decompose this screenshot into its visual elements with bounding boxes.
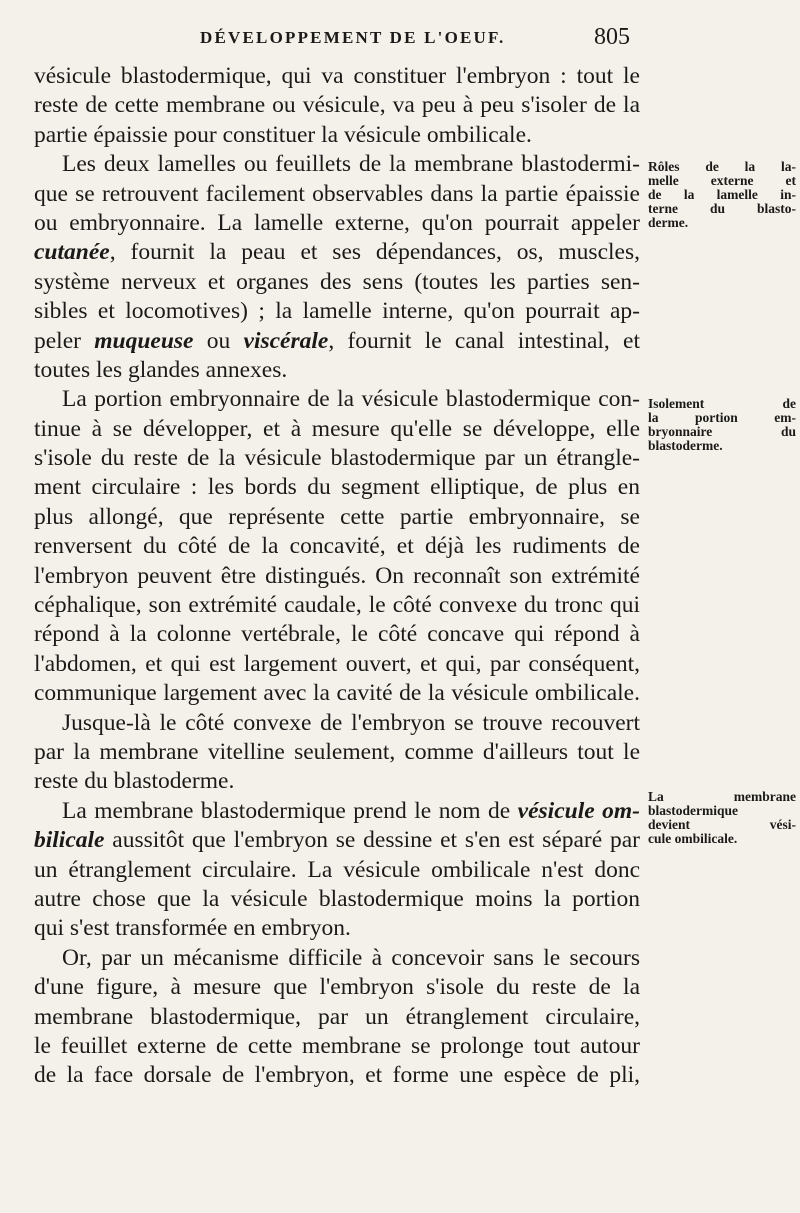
text-run: La membrane blastodermique prend le nom de (62, 797, 518, 824)
margin-note-line: la portion em- (648, 410, 796, 425)
text-line: le feuillet externe de cette membrane se prolonge tout autour (34, 1032, 640, 1059)
margin-note-line: Isolement de (648, 396, 796, 411)
text-run: , fournit la peau et ses dépendances, os, muscles, (109, 239, 640, 266)
text-line: membrane blastodermique, par un étranglement circulaire, (34, 1003, 640, 1030)
italic-term: cutanée (34, 239, 110, 266)
margin-note-line: terne du blasto- (648, 201, 796, 216)
text-line: que se retrouvent facilement observables dans la partie épaissie (34, 180, 640, 207)
margin-note-line: La membrane (648, 789, 796, 804)
running-title: DÉVELOPPEMENT DE L'OEUF. (200, 28, 506, 47)
text-line: l'embryon peuvent être distingués. On reconnaît son extrémité (34, 562, 640, 589)
text-run: peler (34, 327, 95, 354)
margin-note-line: cule ombilicale. (648, 831, 738, 846)
text-line: d'une figure, à mesure que l'embryon s'isole du reste de la (34, 974, 640, 1001)
text-line (34, 327, 640, 356)
text-line: de la face dorsale de l'embryon, et forme une espèce de pli, (34, 1062, 640, 1089)
text-line (34, 826, 640, 855)
margin-note-line: melle externe et (648, 173, 796, 188)
page-number: 805 (594, 24, 630, 50)
text-line: sibles et locomotives) ; la lamelle interne, qu'on pourrait ap- (34, 298, 640, 325)
text-line: répond à la colonne vertébrale, le côté concave qui répond à (34, 621, 640, 648)
text-line: céphalique, son extrémité caudale, le côté convexe du tronc qui (34, 592, 640, 619)
italic-term: viscérale (243, 327, 329, 354)
text-line: système nerveux et organes des sens (toutes les parties sen- (34, 268, 640, 295)
text-line: ment circulaire : les bords du segment elliptique, de plus en (34, 474, 640, 501)
text-run: , fournit le canal intestinal, et (328, 327, 641, 354)
margin-note-roles (648, 160, 796, 230)
text-line: par la membrane vitelline seulement, comme d'ailleurs tout le (34, 738, 640, 765)
margin-note-line: bryonnaire du (648, 424, 796, 439)
text-line (34, 797, 640, 826)
margin-note-isolement (648, 397, 796, 453)
margin-note-membrane (648, 790, 796, 846)
margin-note-line: devient vési- (648, 817, 796, 832)
text-line: l'abdomen, et qui est largement ouvert, et qui, par conséquent, (34, 650, 640, 677)
text-run: aussitôt que l'embryon se dessine et s'en est séparé par (104, 827, 640, 854)
text-line: Or, par un mécanisme difficile à concevoir sans le secours (62, 944, 640, 971)
margin-note-line: de la lamelle in- (648, 187, 796, 202)
text-line: un étranglement circulaire. La vésicule ombilicale n'est donc (34, 856, 640, 883)
text-run: ou (193, 327, 244, 354)
text-line: qui s'est transformée en embryon. (34, 915, 351, 942)
italic-term: bilicale (34, 827, 105, 854)
text-line: reste de cette membrane ou vésicule, va peu à peu s'isoler de la (34, 92, 640, 119)
text-line: autre chose que la vésicule blastodermique moins la portion (34, 885, 640, 912)
italic-term: vésicule om- (517, 797, 640, 824)
text-line: vésicule blastodermique, qui va constituer l'embryon : tout le (34, 63, 640, 89)
margin-note-line: Rôles de la la- (648, 159, 796, 174)
text-line: ou embryonnaire. La lamelle externe, qu'on pourrait appeler (34, 209, 640, 236)
text-line: partie épaissie pour constituer la vésicule ombilicale. (34, 121, 532, 148)
text-line: tinue à se développer, et à mesure qu'elle se développe, elle (34, 415, 640, 442)
text-line: La portion embryonnaire de la vésicule blastodermique con- (62, 386, 640, 413)
body-text (34, 62, 640, 1091)
italic-term: muqueuse (94, 327, 194, 354)
margin-note-line: blastodermique (648, 803, 739, 818)
margin-note-line: derme. (648, 215, 689, 230)
text-line: plus allongé, que représente cette partie embryonnaire, se (34, 503, 640, 530)
text-line: reste du blastoderme. (34, 768, 235, 795)
text-line: toutes les glandes annexes. (34, 356, 288, 383)
text-line (34, 238, 640, 267)
margin-note-line: blastoderme. (648, 438, 723, 453)
text-line: communique largement avec la cavité de la vésicule ombilicale. (34, 680, 640, 707)
text-line: renversent du côté de la concavité, et déjà les rudiments de (34, 533, 640, 560)
text-line: Les deux lamelles ou feuillets de la membrane blastodermi- (62, 151, 640, 178)
running-head (0, 24, 800, 58)
text-line: s'isole du reste de la vésicule blastodermique par un étrangle- (34, 445, 640, 472)
text-line: Jusque-là le côté convexe de l'embryon se trouve recouvert (62, 709, 640, 736)
